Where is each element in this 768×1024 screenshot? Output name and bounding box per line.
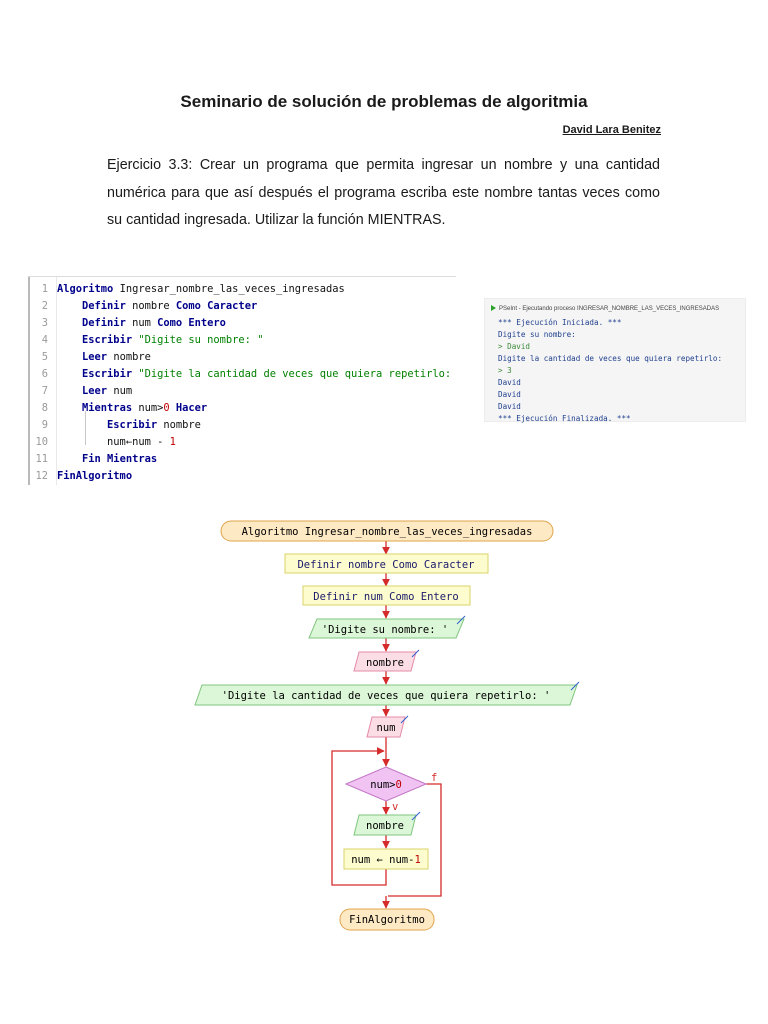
code-token: num←num - [57, 436, 170, 448]
flow-assign-label: num ← num-1 [351, 854, 421, 866]
code-token: Hacer [169, 402, 208, 414]
console-title: PSeInt - Ejecutando proceso INGRESAR_NOMBRE_LAS_VECES_INGRESADAS [499, 306, 720, 312]
flow-define-num [303, 586, 470, 605]
flow-condition-label: num>0 [370, 779, 402, 791]
line-number: 3 [41, 317, 48, 329]
flow-output-3 [354, 812, 420, 835]
line-number: 6 [41, 368, 48, 380]
flow-define-num-label: Definir num Como Entero [313, 591, 459, 603]
line-number: 1 [41, 283, 48, 295]
code-token: Definir [82, 317, 126, 329]
flow-condition [346, 767, 437, 813]
console-line: > 3 [498, 366, 512, 375]
flow-define-nombre [285, 554, 488, 573]
code-token: Ingresar_nombre_las_veces_ingresadas [113, 283, 345, 295]
flow-output-2-label: 'Digite la cantidad de veces que quiera repetirlo: ' [221, 690, 551, 702]
code-token: nombre [157, 419, 201, 431]
flow-assign [344, 849, 428, 869]
line-number: 12 [35, 470, 48, 482]
console-line: Digite su nombre: [498, 330, 576, 339]
code-token: nombre [107, 351, 151, 363]
flow-end [340, 909, 434, 930]
flow-output-3-label: nombre [366, 820, 404, 832]
console-line: *** Ejecución Iniciada. *** [498, 318, 622, 327]
console-line: David [498, 390, 521, 399]
code-token: FinAlgoritmo [57, 470, 133, 482]
flow-input-1 [354, 650, 419, 671]
flow-input-1-label: nombre [366, 657, 404, 669]
code-token: Como Entero [157, 317, 226, 329]
line-number: 5 [41, 351, 48, 363]
line-number: 10 [35, 436, 48, 448]
code-token: num [107, 385, 133, 397]
code-token: Como Caracter [175, 300, 258, 312]
true-branch-label: v [392, 801, 399, 813]
code-token: Leer [82, 351, 108, 363]
line-number: 11 [35, 453, 48, 465]
line-number: 4 [41, 334, 48, 346]
flow-start-label: Algoritmo Ingresar_nombre_las_veces_ingresadas [241, 526, 533, 538]
code-token: num [125, 317, 158, 329]
code-token: Definir [82, 300, 126, 312]
flow-input-2 [367, 716, 408, 737]
code-token: 1 [169, 436, 176, 448]
line-number: 7 [41, 385, 48, 397]
line-number: 8 [41, 402, 48, 414]
flow-start [221, 521, 553, 541]
line-number: 2 [41, 300, 48, 312]
code-token: num> [132, 402, 164, 414]
flow-input-2-label: num [376, 722, 396, 734]
console-line: David [498, 402, 521, 411]
code-token: Algoritmo [57, 283, 114, 295]
code-token: Mientras [82, 402, 133, 414]
code-token: "Digite la cantidad de veces que quiera repetirlo: [132, 368, 452, 380]
flow-output-1-label: 'Digite su nombre: ' [321, 624, 449, 636]
code-token: Escribir [82, 368, 133, 380]
code-token: Leer [82, 385, 108, 397]
false-branch-label: f [431, 772, 438, 784]
code-token: Fin Mientras [82, 453, 158, 465]
exercise-statement: Ejercicio 3.3: Crear un programa que permita ingresar un nombre y una cantidad numérica para que así después el programa escriba este nombre tantas veces como su cantidad ingresada. Utilizar la función MIENTRAS. [107, 157, 660, 228]
document-title: Seminario de solución de problemas de algoritmia [180, 92, 588, 111]
console-line: > David [498, 342, 531, 351]
flow-end-label: FinAlgoritmo [349, 914, 425, 926]
console-line: David [498, 378, 521, 387]
code-token: Escribir [82, 334, 133, 346]
flow-output-1 [309, 616, 465, 638]
console-line: Digite la cantidad de veces que quiera repetirlo: [498, 354, 723, 363]
code-token: 0 [163, 402, 170, 414]
code-token: "Digite su nombre: " [132, 334, 264, 346]
code-token: Escribir [107, 419, 158, 431]
console-line: *** Ejecución Finalizada. *** [498, 414, 631, 423]
author-name: David Lara Benitez [562, 124, 661, 136]
line-number: 9 [41, 419, 48, 431]
code-token: nombre [125, 300, 176, 312]
flow-output-2 [195, 682, 579, 705]
flow-define-nombre-label: Definir nombre Como Caracter [297, 559, 475, 571]
